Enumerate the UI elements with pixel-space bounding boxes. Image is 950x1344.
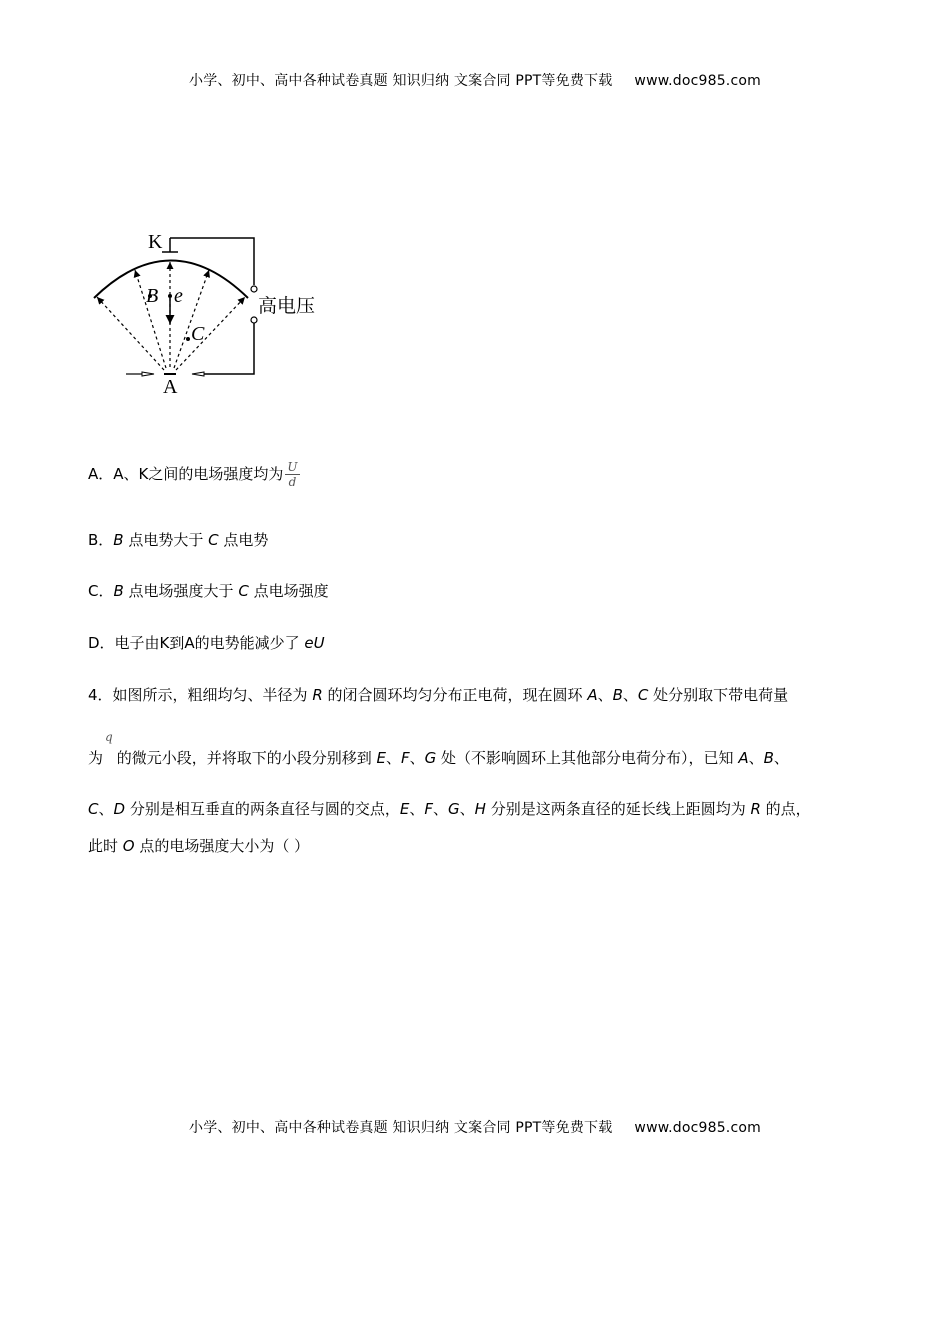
q4-text-4a: 此时	[88, 837, 123, 855]
label-c: C	[191, 323, 205, 345]
q4-var-h: H	[474, 800, 486, 818]
a-wire	[200, 323, 254, 374]
label-high-voltage: 高电压	[258, 295, 316, 317]
header-text: 小学、初中、高中各种试卷真题 知识归纳 文案合同 PPT等免费下载	[189, 73, 613, 89]
option-b-mid: 点电势大于	[123, 531, 209, 549]
option-d-eu: eU	[304, 634, 325, 652]
fraction-u-over-d	[285, 460, 299, 489]
q4-text-4b: 点的电场强度大小为（ ）	[134, 837, 310, 855]
q4-var-b: B	[612, 686, 623, 704]
q4-text-1b: 的闭合圆环均匀分布正电荷，现在圆环	[322, 686, 588, 704]
q4-text-3b: 分别是相互垂直的两条直径与圆的交点，	[125, 800, 400, 818]
q4-var-c: C	[637, 686, 649, 704]
q4-text-1a: 4．如图所示，粗细均匀、半径为	[88, 686, 313, 704]
q4-text-2c: 处（不影响圆环上其他部分电荷分布），已知	[436, 749, 739, 767]
option-c-mid: 点电场强度大于	[123, 582, 239, 600]
cathode-arc	[94, 261, 248, 299]
q4-var-e: E	[376, 749, 386, 767]
q4-var-o: O	[122, 837, 135, 855]
q4-var-e-2: E	[399, 800, 410, 818]
option-b-var-c: C	[208, 531, 219, 549]
q4-text-2a: 为	[88, 749, 104, 767]
option-c-var-c: C	[238, 582, 249, 600]
point-c-dot	[186, 337, 190, 341]
option-b-var-b: B	[113, 531, 124, 549]
q4-var-f: F	[400, 749, 410, 767]
q4-text-3a: 、	[98, 800, 114, 818]
option-c-var-b: B	[113, 582, 124, 600]
option-d	[88, 632, 325, 653]
cathode-anode-figure	[80, 222, 350, 400]
label-k: K	[148, 231, 163, 253]
option-b-suffix: 点电势	[218, 531, 269, 549]
footer-site-link[interactable]: www.doc985.com	[634, 1120, 761, 1136]
option-a	[88, 460, 300, 489]
q4-var-g: G	[424, 749, 437, 767]
label-a: A	[163, 376, 178, 398]
option-c	[88, 580, 329, 601]
option-c-suffix: 点电场强度	[248, 582, 329, 600]
electron-dot	[168, 294, 172, 298]
q4-var-g-2: G	[448, 800, 460, 818]
q4-var-c-2: C	[88, 800, 99, 818]
option-c-prefix: C．	[88, 582, 114, 600]
q4-text-1c: 处分别取下带电荷量	[648, 686, 789, 704]
label-e: e	[174, 285, 183, 307]
fraction-denominator: d	[288, 475, 297, 489]
option-a-text: A．A、K之间的电场强度均为	[88, 465, 284, 483]
q4-var-b-2: B	[763, 749, 774, 767]
q4-var-a-2: A	[738, 749, 749, 767]
field-diagram	[80, 222, 350, 400]
option-d-prefix: D．电子由K到A的电势能减少了	[88, 634, 305, 652]
q4-var-f-2: F	[424, 800, 433, 818]
q4-var-r: R	[312, 686, 323, 704]
header-site-link[interactable]: www.doc985.com	[634, 73, 761, 89]
option-b-prefix: B．	[88, 531, 114, 549]
label-b: B	[146, 285, 159, 307]
option-b	[88, 529, 268, 550]
fraction-numerator: U	[287, 460, 298, 474]
terminal-bottom	[251, 317, 257, 323]
q4-text-2b: 的微元小段，并将取下的小段分别移到	[116, 749, 377, 767]
q4-var-q: q	[105, 730, 113, 744]
q4-var-a: A	[587, 686, 598, 704]
page-header	[0, 70, 950, 90]
question4-line3: C、D 分别是相互垂直的两条直径与圆的交点，E、F、G、H 分别是这两条直径的延长线上距圆均为 R 的点，	[88, 800, 811, 818]
question4-line4	[88, 835, 309, 856]
footer-text: 小学、初中、高中各种试卷真题 知识归纳 文案合同 PPT等免费下载	[189, 1120, 613, 1136]
page-footer	[0, 1117, 950, 1137]
q4-var-r-2: R	[750, 800, 761, 818]
question4-line2: 为q的微元小段，并将取下的小段分别移到 E、F、G 处（不影响圆环上其他部分电荷分布），已知 A、B、	[88, 730, 789, 767]
q4-var-d: D	[113, 800, 126, 818]
field-line-1	[97, 297, 164, 370]
question4-line1: 4．如图所示，粗细均匀、半径为 R 的闭合圆环均匀分布正电荷，现在圆环 A、B、C 处分别取下带电荷量	[88, 686, 789, 704]
anode-right-pointer	[192, 372, 204, 376]
q4-text-3c: 分别是这两条直径的延长线上距圆均为	[485, 800, 751, 818]
terminal-top	[251, 286, 257, 292]
q4-text-3d: 的点，	[760, 800, 811, 818]
anode-left-pointer	[142, 372, 154, 376]
